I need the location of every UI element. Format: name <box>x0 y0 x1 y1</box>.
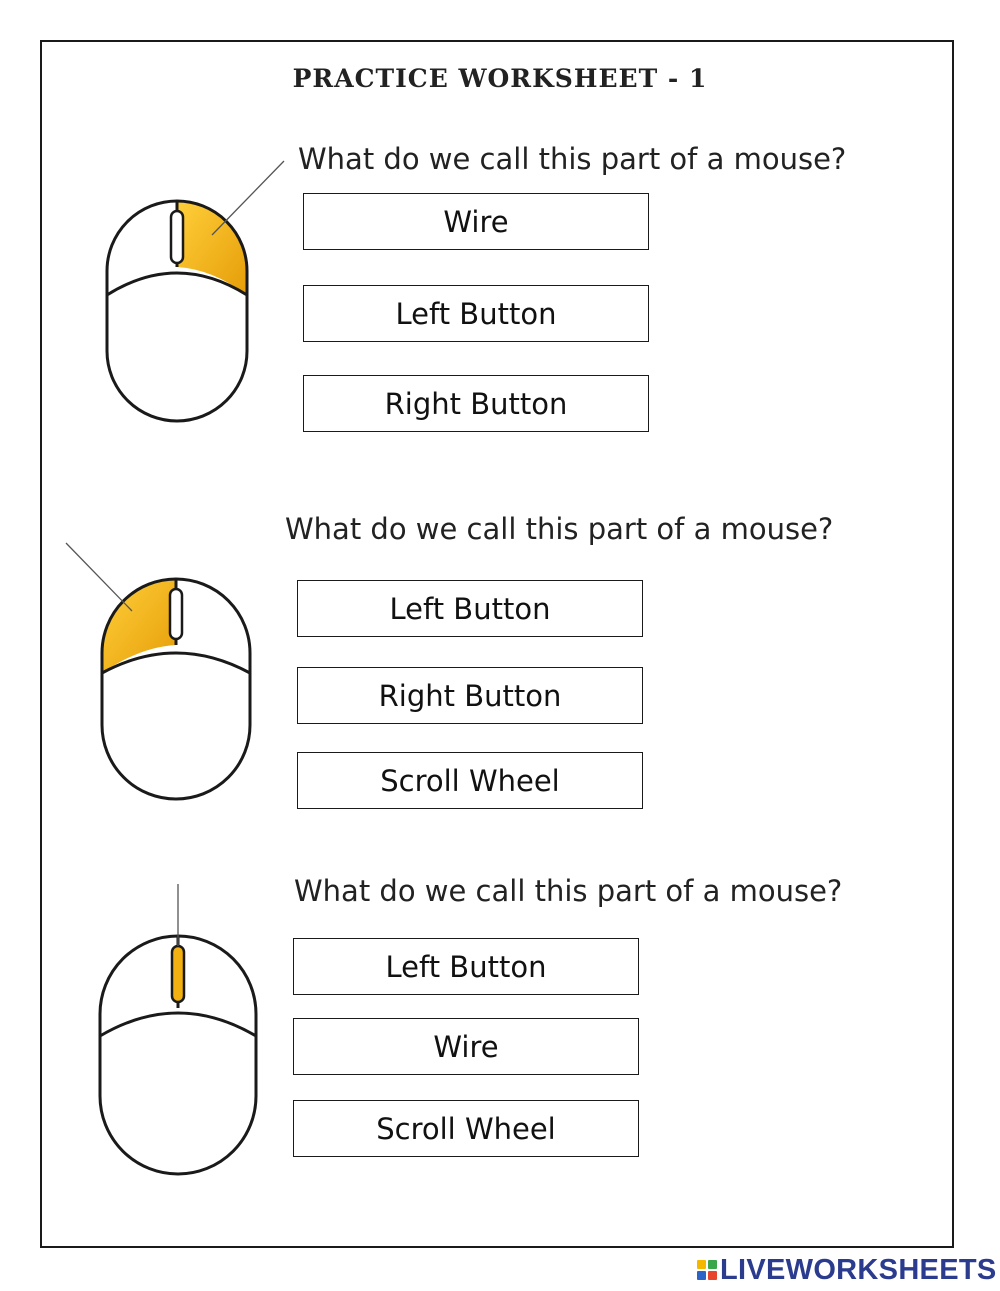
question-1-option-1[interactable]: Wire <box>303 193 649 250</box>
logo-square-3 <box>697 1271 706 1280</box>
pointer-line <box>66 543 132 611</box>
scroll-wheel-shape <box>170 589 182 639</box>
question-2-option-2[interactable]: Right Button <box>297 667 643 724</box>
mouse-diagram-left-button <box>60 535 260 805</box>
worksheet-title: PRACTICE WORKSHEET - 1 <box>292 64 708 93</box>
liveworksheets-logo-icon <box>697 1260 717 1280</box>
question-3-prompt: What do we call this part of a mouse? <box>294 874 843 908</box>
question-1-prompt: What do we call this part of a mouse? <box>298 142 847 176</box>
mouse-diagram-right-button <box>100 155 300 430</box>
question-3-option-2[interactable]: Wire <box>293 1018 639 1075</box>
question-2-prompt: What do we call this part of a mouse? <box>285 512 834 546</box>
question-2-option-1[interactable]: Left Button <box>297 580 643 637</box>
question-1-option-3[interactable]: Right Button <box>303 375 649 432</box>
question-2-option-3[interactable]: Scroll Wheel <box>297 752 643 809</box>
question-3-option-3[interactable]: Scroll Wheel <box>293 1100 639 1157</box>
mouse-diagram-scroll-wheel <box>95 880 265 1180</box>
right-button-highlight <box>177 201 247 295</box>
scroll-wheel-shape <box>171 211 183 263</box>
pointer-line <box>212 161 284 235</box>
question-1-option-2[interactable]: Left Button <box>303 285 649 342</box>
logo-square-2 <box>708 1260 717 1269</box>
liveworksheets-logo[interactable] <box>697 1253 997 1287</box>
liveworksheets-logo-text: LIVEWORKSHEETS <box>720 1253 997 1286</box>
logo-square-4 <box>708 1271 717 1280</box>
question-3-option-1[interactable]: Left Button <box>293 938 639 995</box>
scroll-wheel-highlight <box>172 946 184 1002</box>
logo-square-1 <box>697 1260 706 1269</box>
